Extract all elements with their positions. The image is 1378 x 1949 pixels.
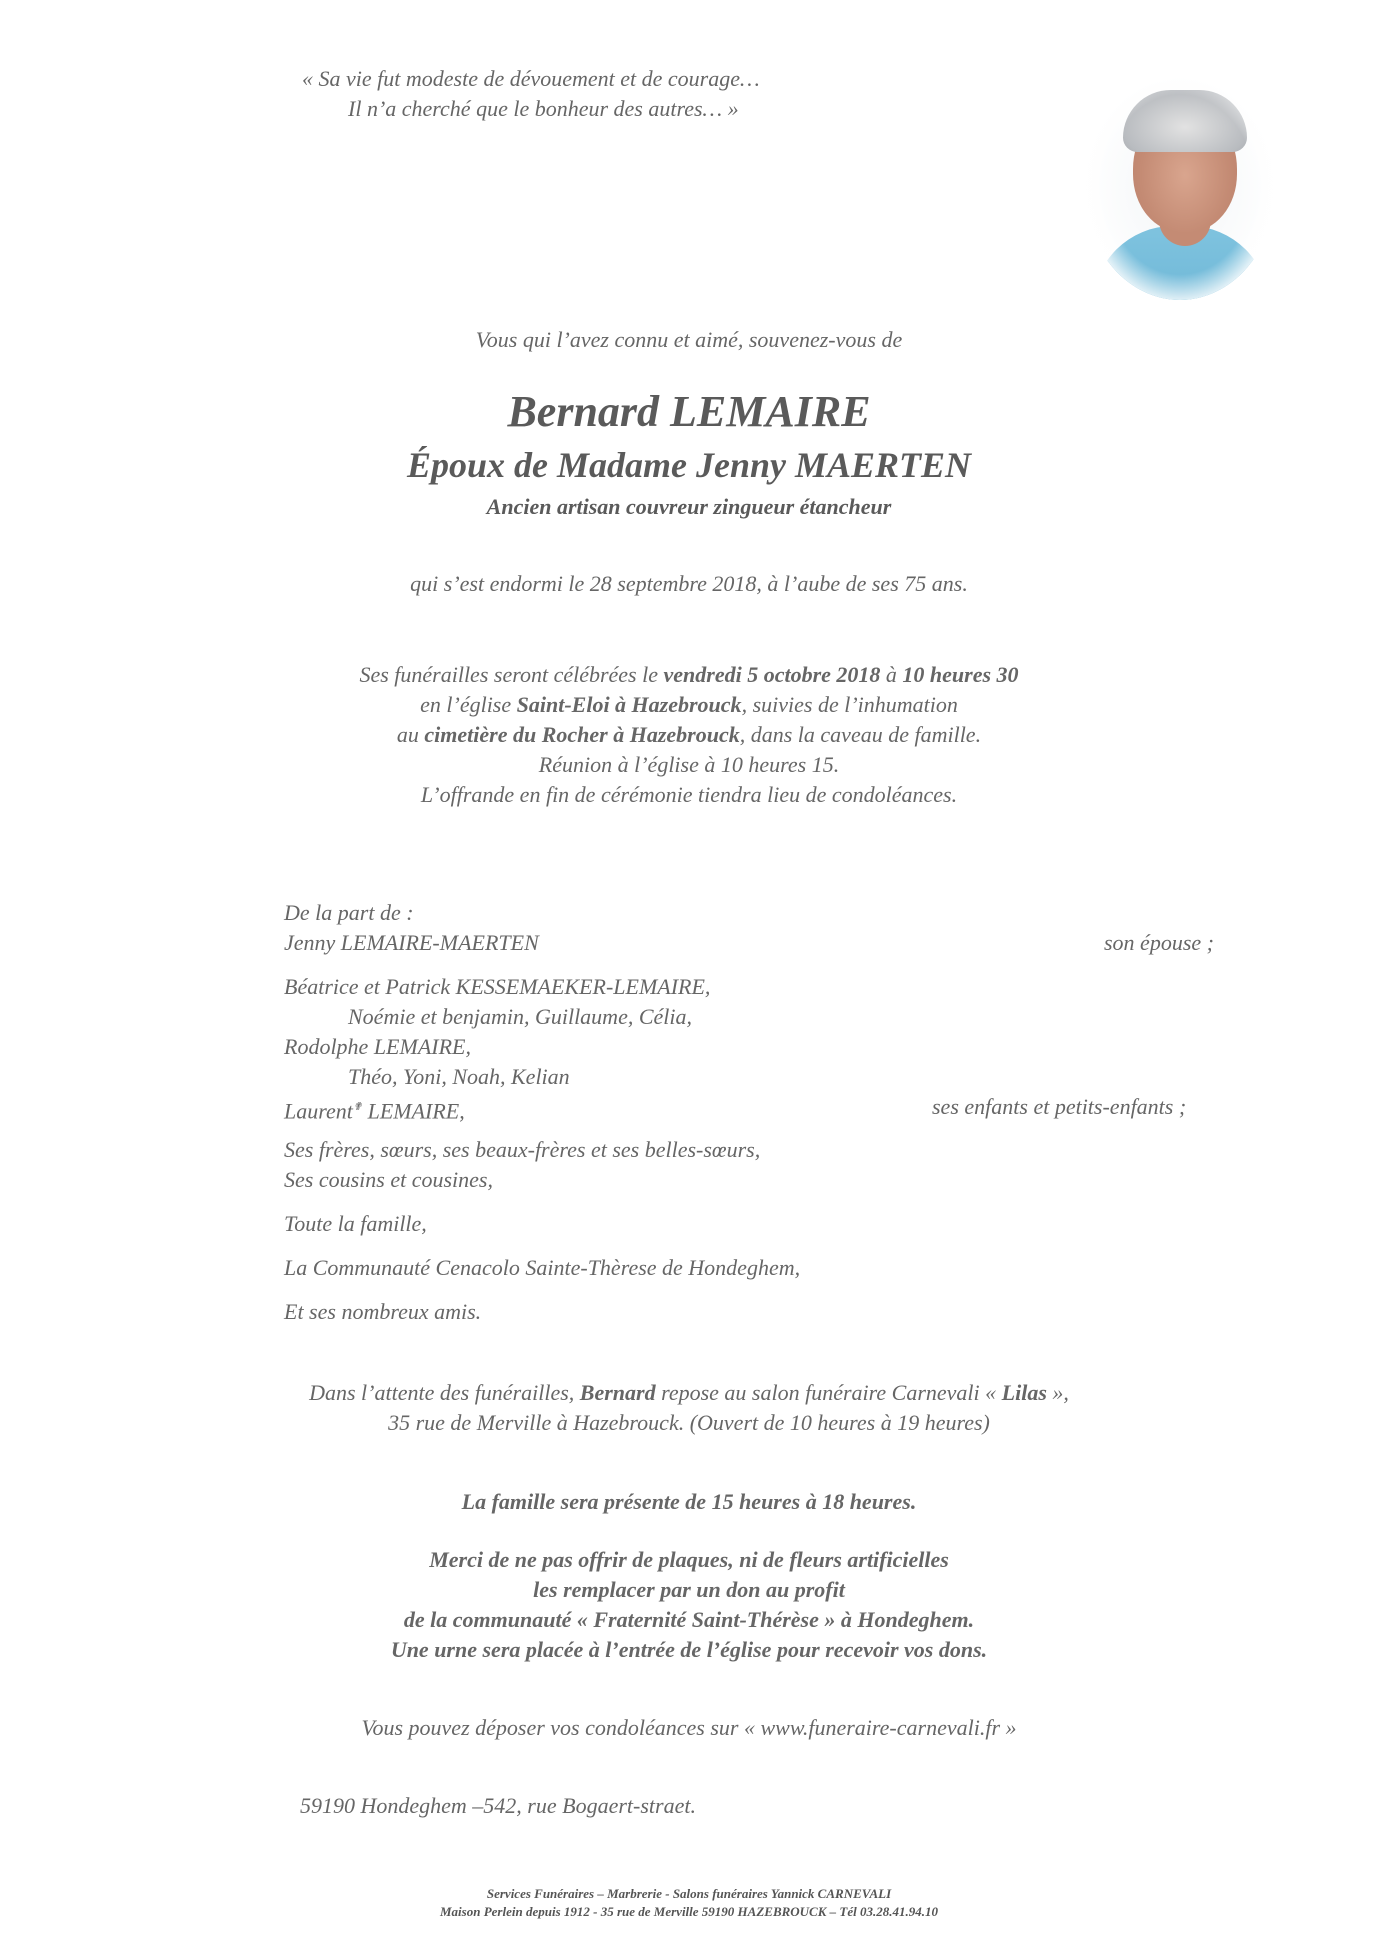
presence-line: La famille sera présente de 15 heures à 18 heures. [461, 1489, 917, 1514]
cousins-line: Ses cousins et cousines, [284, 1167, 493, 1192]
cross-icon: ✟ [352, 1101, 363, 1113]
portrait-photo [1085, 78, 1275, 300]
footer-line-1: Services Funéraires – Marbrerie - Salons funéraires Yannick CARNEVALI [486, 1886, 892, 1901]
child-3: Laurent✟ LEMAIRE, [284, 1098, 465, 1124]
donation-line-3: de la communauté « Fraternité Saint-Thérèse » à Hondeghem. [403, 1607, 975, 1632]
donation-line-4: Une urne sera placée à l’entrée de l’église pour recevoir vos dons. [390, 1637, 988, 1662]
footer-line-2: Maison Perlein depuis 1912 - 35 rue de Merville 59190 HAZEBROUCK – Tél 03.28.41.94.10 [440, 1904, 938, 1919]
quote-line-2: Il n’a cherché que le bonheur des autres… » [348, 96, 739, 121]
spouse-name: Jenny LEMAIRE-MAERTEN [284, 930, 539, 955]
viewing-line-1: Dans l’attente des funérailles, Bernard repose au salon funéraire Carnevali « Lilas », [309, 1380, 1069, 1405]
viewing-line-2: 35 rue de Merville à Hazebrouck. (Ouvert de 10 heures à 19 heures) [388, 1410, 990, 1435]
donation-line-1: Merci de ne pas offrir de plaques, ni de fleurs artificielles [429, 1547, 949, 1572]
address-line: 59190 Hondeghem –542, rue Bogaert-straet. [300, 1793, 696, 1818]
funeral-line-3: au cimetière du Rocher à Hazebrouck, dans la caveau de famille. [396, 722, 982, 747]
all-family-line: Toute la famille, [284, 1211, 427, 1236]
grandchildren-1: Noémie et benjamin, Guillaume, Célia, [348, 1004, 692, 1029]
deceased-name: Bernard LEMAIRE [507, 387, 871, 436]
funeral-line-5: L’offrande en fin de cérémonie tiendra lieu de condoléances. [420, 782, 958, 807]
funeral-line-2: en l’église Saint-Eloi à Hazebrouck, suivies de l’inhumation [420, 692, 958, 717]
child-2: Rodolphe LEMAIRE, [284, 1034, 471, 1059]
friends-line: Et ses nombreux amis. [284, 1299, 482, 1324]
children-role: ses enfants et petits-enfants ; [932, 1094, 1187, 1119]
spouse-role: son épouse ; [1104, 930, 1214, 955]
spouse-line: Époux de Madame Jenny MAERTEN [406, 445, 972, 485]
siblings-line: Ses frères, sœurs, ses beaux-frères et ses belles-sœurs, [284, 1137, 761, 1162]
quote-line-1: « Sa vie fut modeste de dévouement et de courage… [302, 66, 760, 91]
family-header: De la part de : [284, 900, 414, 925]
funeral-line-4: Réunion à l’église à 10 heures 15. [538, 752, 840, 777]
death-line: qui s’est endormi le 28 septembre 2018, à l’aube de ses 75 ans. [410, 571, 968, 596]
child-1: Béatrice et Patrick KESSEMAEKER-LEMAIRE, [284, 974, 711, 999]
profession-line: Ancien artisan couvreur zingueur étancheur [486, 494, 892, 519]
community-line: La Communauté Cenacolo Sainte-Thèrese de Hondeghem, [284, 1255, 801, 1280]
intro-text: Vous qui l’avez connu et aimé, souvenez-vous de [475, 327, 903, 352]
grandchildren-2: Théo, Yoni, Noah, Kelian [348, 1064, 570, 1089]
donation-line-2: les remplacer par un don au profit [533, 1577, 845, 1602]
condolences-line: Vous pouvez déposer vos condoléances sur « www.funeraire-carnevali.fr » [361, 1715, 1017, 1740]
funeral-line-1: Ses funérailles seront célébrées le vendredi 5 octobre 2018 à 10 heures 30 [359, 662, 1019, 687]
